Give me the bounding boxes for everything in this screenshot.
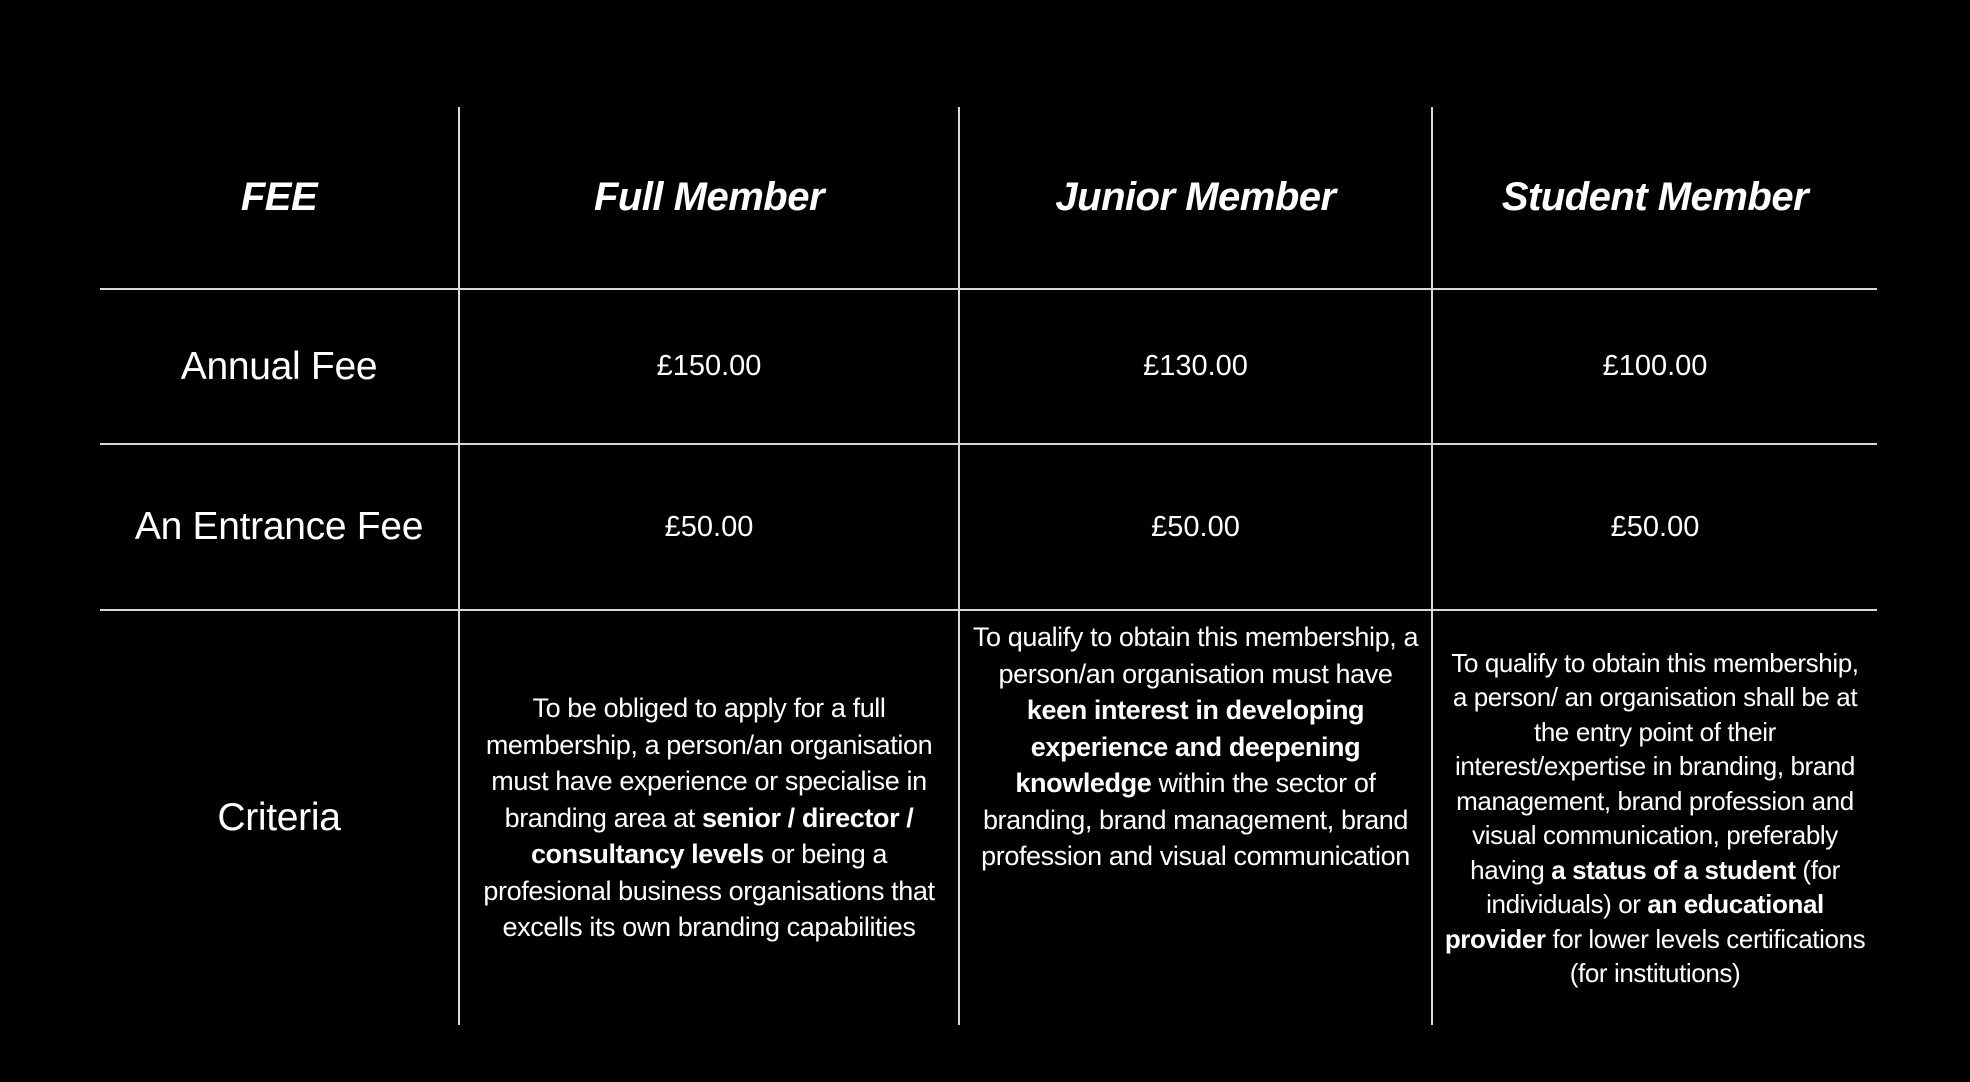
header-fee: FEE: [240, 175, 318, 219]
row-label-annual-fee: Annual Fee: [100, 289, 459, 444]
table-row-criteria: [100, 610, 1877, 1025]
criteria-student-part1: To qualify to obtain this membership, a person/ an organisation shall be at the entry point of their interest/expertise in branding, brand management, brand profession and visual communication, preferably having: [1451, 647, 1859, 885]
criteria-full-part1: To be obliged to apply for a full membership, a person/an organisation must have experience or specialise in branding area at: [485, 693, 933, 833]
criteria-full-text: [468, 690, 950, 946]
annual-fee-student: £100.00: [1432, 289, 1877, 444]
criteria-student-text: [1441, 646, 1869, 991]
header-full-member: Full Member: [459, 107, 959, 289]
criteria-junior-part1: To qualify to obtain this membership, a person/an organisation must have: [972, 622, 1419, 689]
table-row-entrance-fee: [100, 444, 1877, 610]
entrance-fee-full: £50.00: [459, 444, 959, 610]
header-student-member: Student Member: [1432, 107, 1877, 289]
entrance-fee-student: £50.00: [1432, 444, 1877, 610]
criteria-student-bold1: a status of a student: [1551, 854, 1796, 885]
annual-fee-junior: £130.00: [959, 289, 1432, 444]
entrance-fee-junior: £50.00: [959, 444, 1432, 610]
criteria-student-part3: for lower levels certifications (for institutions): [1545, 923, 1866, 988]
criteria-student-bold2: an educational provider: [1444, 889, 1824, 954]
criteria-student-cell: [1432, 610, 1877, 1025]
criteria-full-cell: [459, 610, 959, 1025]
criteria-student-part2: (for individuals) or: [1486, 854, 1840, 919]
criteria-full-bold1: senior / director / consultancy levels: [530, 802, 914, 870]
annual-fee-full: £150.00: [459, 289, 959, 444]
table-header-row: [100, 107, 1877, 289]
criteria-junior-bold1: keen interest in developing experience and deepening knowledge: [1015, 695, 1365, 798]
header-junior-member: Junior Member: [959, 107, 1432, 289]
table-row-annual-fee: [100, 289, 1877, 444]
row-label-criteria: Criteria: [100, 610, 459, 1025]
criteria-junior-part2: within the sector of branding, brand management, brand profession and visual communication: [981, 768, 1410, 871]
criteria-junior-cell: [959, 610, 1432, 1025]
membership-fee-table: [100, 107, 1877, 1025]
criteria-junior-text: [968, 619, 1423, 875]
row-label-entrance-fee: An Entrance Fee: [100, 444, 459, 610]
criteria-full-part2: or being a profesional business organisations that excells its own branding capabilities: [483, 839, 935, 943]
